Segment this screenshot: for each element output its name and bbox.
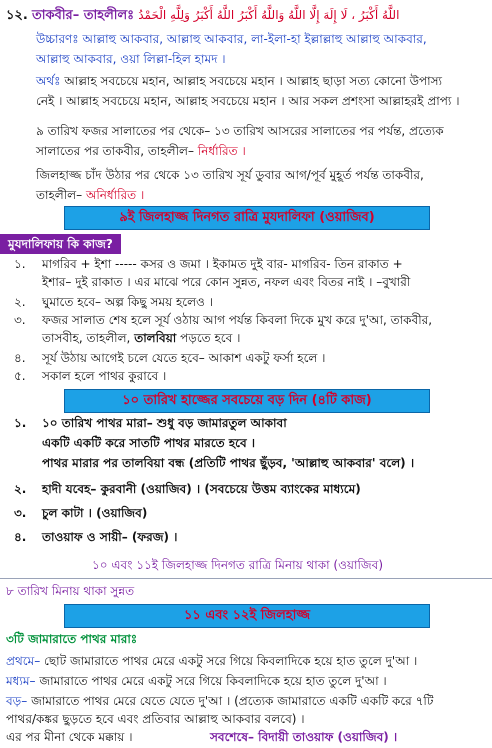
list-number: ১. bbox=[14, 257, 26, 271]
list-item-day10-3 bbox=[14, 504, 147, 522]
list-text: ১০ তারিখ পাথর মারা– শুধু বড় জামারতুল আকাবা bbox=[42, 416, 287, 430]
list-text: ঘুমাতে হবে– অল্প কিছু সময় হলেও । bbox=[42, 295, 213, 309]
jamarat-big bbox=[6, 692, 433, 710]
list-item-day10-2 bbox=[14, 480, 361, 498]
note1-line-1: ৯ তারিখ ফজর সালাতের পর থেকে– ১৩ তারিখ আসরের সালাতের পর পর্যন্ত, প্রত্যেক bbox=[36, 124, 444, 138]
jamarat-big-text-1: জামারাতে পাথর মেরে যেতে যেতে দু'আ । (প্রত্যেক জামারাতে একটি একটি করে ৭টি bbox=[31, 694, 434, 708]
list-number: ৩. bbox=[14, 313, 26, 327]
list-text: হাদী যবেহ– কুরবানী (ওয়াজিব) । (সবচেয়ে উত্তম ব্যাংকের মাধ্যমে) bbox=[42, 482, 361, 496]
mina-8th-note: ৮ তারিখ মিনায় থাকা সুন্নত bbox=[6, 584, 135, 598]
list-item-muzdalifah-1-cont: ইশার– দুই রাকাত । এর মাঝে পরে কোন সুন্নত, নফল এবং বিতর নাই । –বুখারী bbox=[42, 275, 411, 289]
intro-number: ১২. bbox=[6, 8, 28, 23]
note1-text-2: সালাতের পর তাকবীর, তাহলীল– bbox=[36, 144, 194, 158]
intro-arabic: اللَّهُ أَكْبَرُ ، لَا إِلَهَ إِلَّا اللَّهُ وَاللَّهُ أَكْبَرُ اللَّهُ أَكْبَرُ وَلِلَّهِ الْحَمْدُ bbox=[138, 8, 400, 22]
section-tab-muzdalifah: মুযদালিফায় কি কাজ? bbox=[0, 234, 121, 254]
list-item-day10-4 bbox=[14, 528, 177, 546]
list-item-day10-1 bbox=[14, 414, 287, 432]
note2-line-1: জিলহাজ্জ চাঁদ উঠার পর থেকে ১৩ তারিখ সূর্য ডুবার আগ/পূর্ব মুহূর্ত পর্যন্ত তাকবীর, bbox=[36, 168, 424, 182]
banner-11-12-day: ১১ এবং ১২ই জিলহাজ্জ bbox=[64, 604, 430, 628]
jamarat-middle-text: জামারাতে পাথর মেরে একটু সরে গিয়ে কিবলাদিকে হয়ে হাত তুলে দু'আ । bbox=[39, 674, 387, 688]
list-item-muzdalifah-4 bbox=[14, 349, 325, 367]
note1-fixed: নির্ধারিত । bbox=[197, 144, 246, 158]
list-item-muzdalifah-1 bbox=[14, 255, 403, 273]
pronunciation-label: উচ্চারণঃ bbox=[36, 32, 79, 46]
jamarat-middle bbox=[6, 672, 387, 690]
pronunciation-line-1 bbox=[36, 30, 427, 48]
meaning-line-1 bbox=[36, 72, 442, 90]
list-text: সূর্য উঠায় আগেই চলে যেতে হবে– আকাশ একটু ফর্সা হলে । bbox=[42, 351, 326, 365]
pronunciation-line-2: আল্লাহু আকবার, ওয়া লিল্লা-হিল হামদ । bbox=[36, 52, 226, 66]
list-number: ৪. bbox=[14, 530, 27, 544]
note2-line-2 bbox=[36, 186, 144, 204]
list-number: ৫. bbox=[14, 369, 26, 383]
list-text: সকাল হলে পাথর কুরাবে । bbox=[42, 369, 167, 383]
list-text: তাসবীহ, তাহলীল, bbox=[42, 331, 131, 345]
jamarat-first-text: ছোট জামারাতে পাথর মেরে একটু সরে গিয়ে কিবলাদিকে হয়ে হাত তুলে দু'আ । bbox=[44, 654, 418, 668]
jamarat-first bbox=[6, 652, 417, 670]
meaning-label: অর্থঃ bbox=[36, 74, 61, 88]
banner-10th-day: ১০ তারিখ হাজ্জের সবচেয়ে বড় দিন (৪টি কাজ) bbox=[64, 389, 430, 413]
list-number: ২. bbox=[14, 295, 26, 309]
list-text: চুল কাটা । (ওয়াজিব) bbox=[42, 506, 148, 520]
list-number: ২. bbox=[14, 482, 27, 496]
list-text: ফজর সালাত শেষ হলে সূর্য ওঠায় আগ পর্যন্ত কিবলা দিকে মুখ করে দু'আ, তাকবীর, bbox=[42, 313, 433, 327]
talbiyah-bold: তালবিয়া bbox=[134, 331, 177, 345]
jamarat-big-label: বড়– bbox=[6, 694, 28, 708]
list-item-day10-1-line3: পাথর মারার পর তালবিয়া বন্ধ (প্রতিটি পাথর ছুঁড়ব, 'আল্লাহু আকবার' বলে) । bbox=[42, 456, 415, 470]
list-item-day10-1-line2: একটি একটি করে সাতটি পাথর মারতে হবে । bbox=[42, 436, 256, 450]
list-text: পড়তে হবে । bbox=[180, 331, 241, 345]
jamarat-heading: ৩টি জামারাতে পাথর মারাঃ bbox=[6, 632, 138, 646]
intro-label: তাকবীর– তাহলীলঃ bbox=[31, 8, 135, 23]
list-number: ৪. bbox=[14, 351, 26, 365]
final-note: সবশেষে– বিদায়ী তাওয়াফ (ওয়াজিব) । bbox=[210, 730, 398, 744]
list-number: ৩. bbox=[14, 506, 27, 520]
note1-line-2 bbox=[36, 142, 246, 160]
jamarat-middle-label: মধ্যম– bbox=[6, 674, 36, 688]
intro-heading-line bbox=[6, 6, 399, 25]
meaning-text-1: আল্লাহ সবচেয়ে মহান, আল্লাহ সবচেয়ে মহান । আল্লাহ ছাড়া সত্য কোনো উপাস্য bbox=[64, 74, 443, 88]
note2-text-2: তাহলীল– bbox=[36, 188, 83, 202]
list-item-muzdalifah-3 bbox=[14, 311, 432, 329]
list-item-muzdalifah-3-cont bbox=[42, 329, 240, 347]
list-number: ১. bbox=[14, 416, 27, 430]
list-item-muzdalifah-2 bbox=[14, 293, 213, 311]
meaning-line-2: নেই । আল্লাহ সবচেয়ে মহান, আল্লাহ সবচেয়ে মহান । আর সকল প্রশংসা আল্লাহরই প্রাপ্য । bbox=[36, 94, 460, 108]
mina-night-note: ১০ এবং ১১ই জিলহাজ্জ দিনগত রাত্রি মিনায় থাকা (ওয়াজিব) bbox=[92, 558, 384, 572]
note2-unfixed: অনির্ধারিত । bbox=[85, 188, 145, 202]
list-text: তাওয়াফ ও সায়ী– (ফরজ) । bbox=[42, 530, 178, 544]
list-item-muzdalifah-5 bbox=[14, 367, 166, 385]
list-text: মাগরিব + ইশা ----- কসর ও জমা । ইকামত দুই বার- মাগরিব- তিন রাকাত + bbox=[42, 257, 403, 271]
after-note: এর পর মীনা থেকে মক্কায় । bbox=[6, 730, 133, 744]
jamarat-first-label: প্রথমে– bbox=[6, 654, 41, 668]
pronunciation-text-1: আল্লাহু আকবার, আল্লাহু আকবার, লা-ইলা-হা ইল্লাল্লাহু আল্লাহু আকবার, bbox=[82, 32, 427, 46]
jamarat-big-cont: পাথর/কঙ্কর ছুড়তে হবে এবং প্রতিবার আল্লাহু আকবার বলবে) । bbox=[6, 712, 305, 726]
divider bbox=[0, 578, 492, 579]
banner-muzdalifah: ৯ই জিলহাজ্জ দিনগত রাত্রি মুযদালিফা (ওয়াজিব) bbox=[64, 206, 430, 230]
